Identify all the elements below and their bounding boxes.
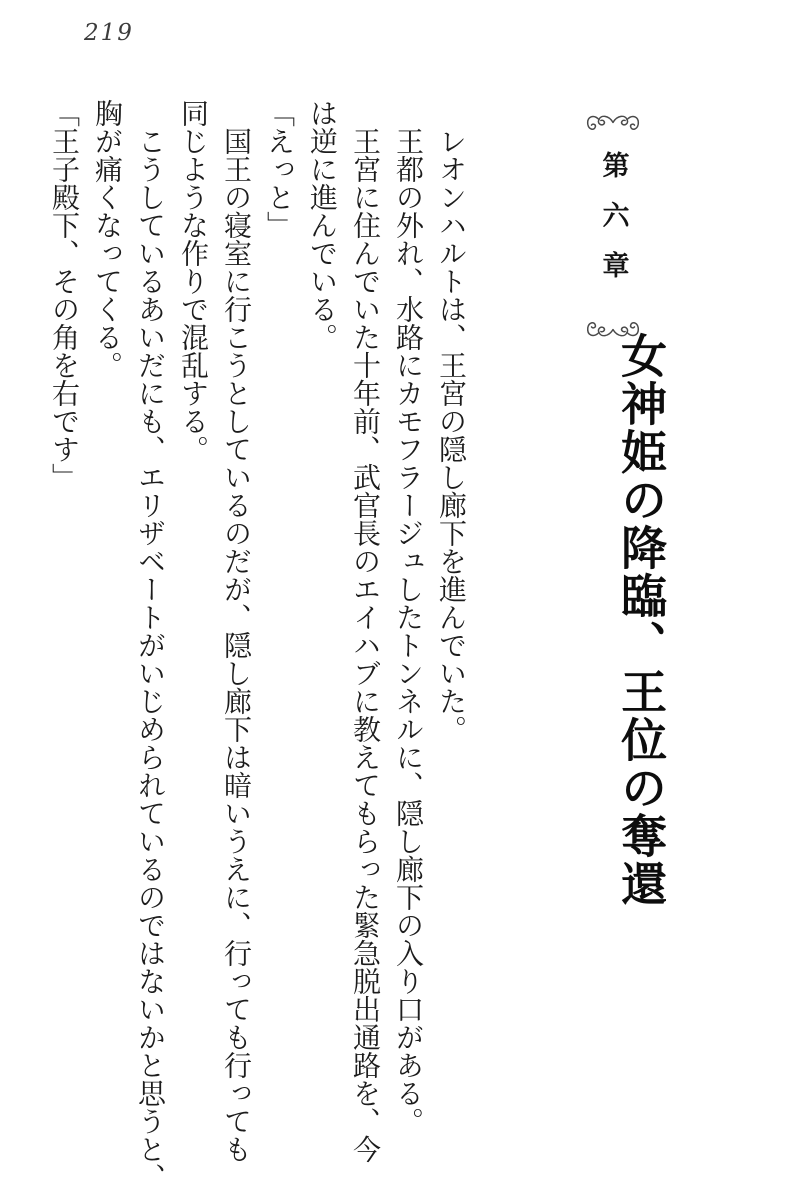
text-column: 国王の寝室に行こうとしているのだが、隠し廊下は暗いうえに、行っても行っても <box>220 99 251 1163</box>
text-column: レオンハルトは、王宮の隠し廊下を進んでいた。 <box>435 99 466 743</box>
flourish-ornament-top-icon <box>585 112 641 142</box>
page-number: 219 <box>84 20 134 46</box>
text-column: 王宮に住んでいた十年前、武官長のエイハブに教えてもらった緊急脱出通路を、今 <box>349 99 380 1163</box>
text-column: こうしているあいだにも、エリザベートがいじめられているのではないかと思うと、 <box>134 99 165 1191</box>
text-column: 胸が痛くなってくる。 <box>91 99 122 379</box>
text-column: 「えっと」 <box>263 99 294 239</box>
text-column: 「王子殿下、その角を右です」 <box>48 99 79 491</box>
chapter-title: 女神姫の降臨、王位の奪還 <box>615 332 667 908</box>
chapter-number-label: 第六章 <box>598 151 629 301</box>
body-text <box>42 99 472 1199</box>
text-column: 王都の外れ、水路にカモフラージュしたトンネルに、隠し廊下の入り口がある。 <box>392 99 423 1135</box>
text-column: は逆に進んでいる。 <box>306 99 337 351</box>
chapter-header <box>582 112 644 340</box>
text-column: 同じような作りで混乱する。 <box>177 99 208 463</box>
